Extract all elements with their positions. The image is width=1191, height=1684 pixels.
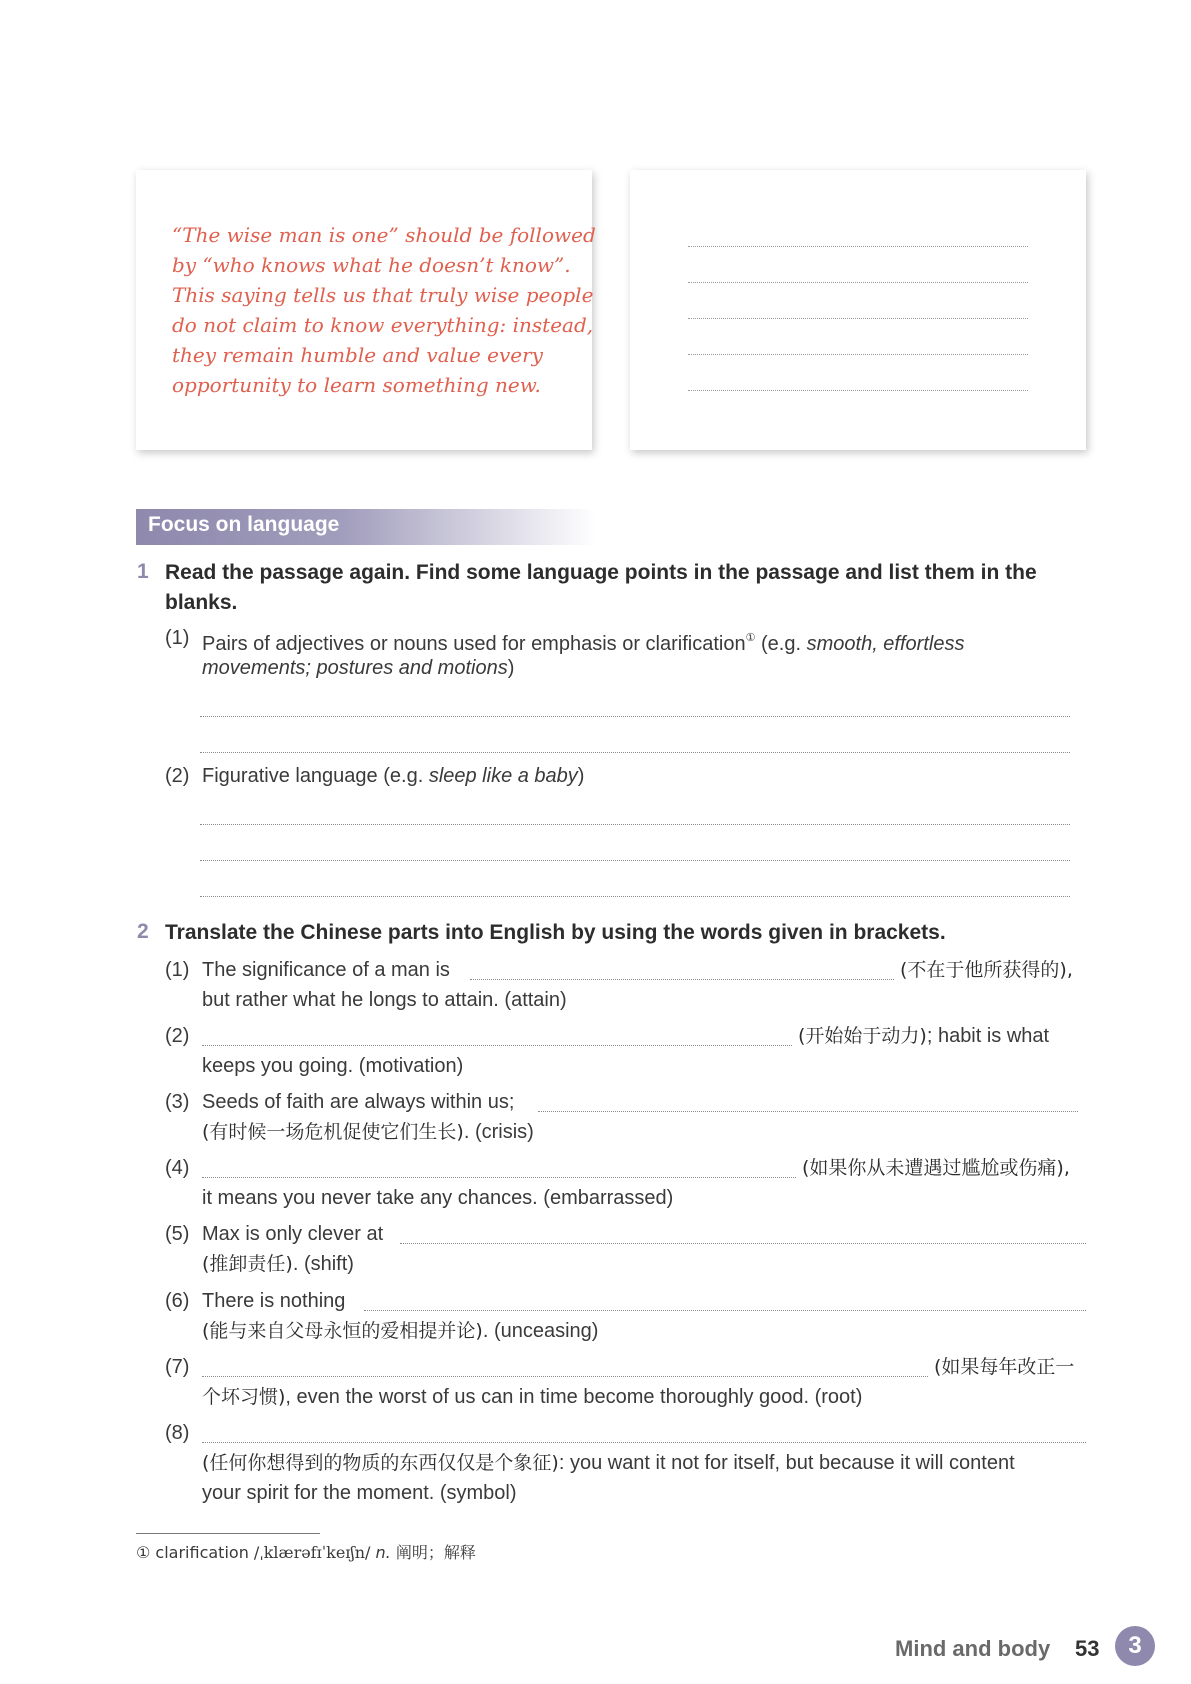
item-cont: 个坏习惯), even the worst of us can in time become thoroughly good. (root) xyxy=(202,1386,863,1408)
item-tail: (开始始于动力); habit is what xyxy=(798,1025,1050,1047)
item-lead: Max is only clever at xyxy=(202,1223,384,1245)
chinese-prompt: 个坏习惯) xyxy=(202,1386,286,1408)
answer-line[interactable] xyxy=(200,860,1070,861)
quote-line: “The wise man is one” should be followed xyxy=(172,223,596,247)
item-cont: keeps you going. (motivation) xyxy=(202,1055,464,1077)
item-number: (6) xyxy=(165,1290,190,1312)
item-text: Pairs of adjectives or nouns used for emphasis or clarification① (e.g. smooth, effortless xyxy=(202,632,965,655)
writing-line[interactable] xyxy=(688,390,1028,391)
section-header xyxy=(136,509,596,545)
quote-line: do not claim to know everything: instead, xyxy=(172,313,594,337)
quote-text xyxy=(172,220,596,400)
item-number: (4) xyxy=(165,1157,190,1179)
writing-line[interactable] xyxy=(688,318,1028,319)
writing-line[interactable] xyxy=(688,354,1028,355)
quote-line: they remain humble and value every xyxy=(172,343,543,367)
footnote-marker: ① xyxy=(136,1543,151,1562)
writing-card xyxy=(630,170,1086,450)
answer-blank[interactable] xyxy=(202,1442,1086,1443)
quote-card xyxy=(136,170,596,450)
footnote: ① clarification /ˌklærəfɪˈkeɪʃn/ n. 阐明；解释 xyxy=(136,1543,476,1562)
answer-blank[interactable] xyxy=(364,1310,1086,1311)
item-lead: The significance of a man is xyxy=(202,959,450,981)
footnote-rule xyxy=(136,1533,320,1534)
item-lead: There is nothing xyxy=(202,1290,346,1312)
question-number: 1 xyxy=(137,560,149,583)
writing-line[interactable] xyxy=(688,246,1028,247)
answer-blank[interactable] xyxy=(202,1045,792,1046)
chinese-prompt: (开始始于动力) xyxy=(798,1025,927,1047)
answer-blank[interactable] xyxy=(202,1177,796,1178)
question-number: 2 xyxy=(137,920,149,943)
answer-blank[interactable] xyxy=(470,979,894,980)
item-number: (1) xyxy=(165,627,190,649)
item-cont: it means you never take any chances. (embarrassed) xyxy=(202,1187,674,1209)
item-number: (2) xyxy=(165,1025,190,1047)
unit-title: Mind and body xyxy=(895,1636,1051,1661)
item-lead: Seeds of faith are always within us; xyxy=(202,1091,515,1113)
answer-line[interactable] xyxy=(200,716,1070,717)
writing-line[interactable] xyxy=(688,282,1028,283)
section-title: Focus on language xyxy=(148,513,340,536)
item-cont: (推卸责任). (shift) xyxy=(202,1253,354,1275)
quote-line: by “who knows what he doesn’t know”. xyxy=(172,253,571,277)
unit-badge: 3 xyxy=(1115,1626,1155,1666)
answer-line[interactable] xyxy=(200,896,1070,897)
item-number: (8) xyxy=(165,1422,190,1444)
item-number: (3) xyxy=(165,1091,190,1113)
question-instruction: Read the passage again. Find some language points in the passage and list them in the blanks. xyxy=(165,561,1037,614)
footnote-marker: ① xyxy=(745,632,756,644)
page-number: 53 xyxy=(1075,1636,1100,1661)
item-text-cont: movements; postures and motions) xyxy=(202,657,515,679)
quote-line: This saying tells us that truly wise people xyxy=(172,283,594,307)
quote-line: opportunity to learn something new. xyxy=(172,373,541,397)
answer-line[interactable] xyxy=(200,752,1070,753)
answer-blank[interactable] xyxy=(202,1376,928,1377)
item-number: (7) xyxy=(165,1356,190,1378)
item-cont: (任何你想得到的物质的东西仅仅是个象征): you want it not for itself, but because it will content xyxy=(202,1452,1015,1474)
item-number: (5) xyxy=(165,1223,190,1245)
phonetic: ˌklærəfɪˈkeɪʃn xyxy=(259,1543,366,1562)
chinese-prompt: (能与来自父母永恒的爱相提并论) xyxy=(202,1320,483,1342)
answer-blank[interactable] xyxy=(538,1111,1078,1112)
chinese-prompt: (有时候一场危机促使它们生长) xyxy=(202,1121,464,1143)
chinese-prompt: (如果每年改正一 xyxy=(934,1356,1075,1378)
chinese-prompt: (不在于他所获得的), xyxy=(900,959,1073,981)
question-instruction: Translate the Chinese parts into English by using the words given in brackets. xyxy=(165,921,946,944)
item-number: (1) xyxy=(165,959,190,981)
answer-line[interactable] xyxy=(200,824,1070,825)
chinese-prompt: (推卸责任) xyxy=(202,1253,293,1275)
item-text: Figurative language (e.g. sleep like a baby) xyxy=(202,765,585,787)
item-cont: your spirit for the moment. (symbol) xyxy=(202,1482,517,1504)
item-cont: (能与来自父母永恒的爱相提并论). (unceasing) xyxy=(202,1320,599,1342)
chinese-prompt: (如果你从未遭遇过尴尬或伤痛), xyxy=(802,1157,1070,1179)
answer-blank[interactable] xyxy=(400,1243,1086,1244)
item-cont: but rather what he longs to attain. (attain) xyxy=(202,989,567,1011)
item-cont: (有时候一场危机促使它们生长). (crisis) xyxy=(202,1121,534,1143)
chinese-prompt: (任何你想得到的物质的东西仅仅是个象征) xyxy=(202,1452,559,1474)
item-number: (2) xyxy=(165,765,190,787)
